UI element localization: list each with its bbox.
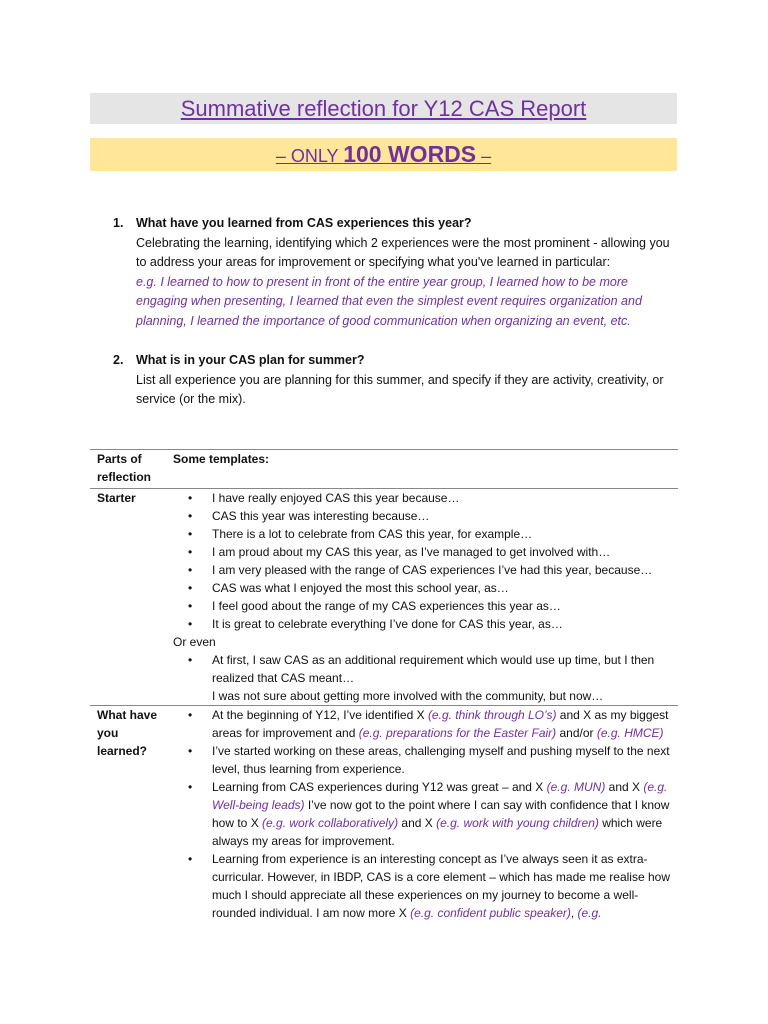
list-item: • I have really enjoyed CAS this year because…: [212, 489, 678, 507]
table-header-row: [90, 450, 678, 489]
learned-templates: [167, 706, 678, 922]
extra-line: I was not sure about getting more involved with the community, but now…: [212, 689, 604, 703]
list-item: • I am very pleased with the range of CAS experiences I’ve had this year, because…: [212, 561, 678, 579]
starter-templates: [167, 489, 678, 705]
question-heading: What is in your CAS plan for summer?: [136, 353, 365, 367]
table-row-starter: [90, 489, 678, 706]
table-row-learned: [90, 706, 678, 922]
or-even-label: Or even: [173, 635, 216, 649]
question-text: List all experience you are planning for this summer, and specify if they are activity, creativity, or service (or the mix).: [136, 372, 664, 406]
header-parts: Parts of reflection: [97, 452, 152, 484]
page-title: Summative reflection for Y12 CAS Report: [180, 95, 587, 121]
list-item: • I am proud about my CAS this year, as I’ve managed to get involved with…: [212, 543, 678, 561]
question-2: [113, 351, 678, 410]
question-example: e.g. I learned to how to present in front of the entire year group, I learned how to be more engaging when presenting, I learned that even the simplest event requires organization and planning, I learned the importance of good communication when organizing an event, etc.: [136, 274, 642, 328]
row-label: Starter: [97, 491, 136, 505]
list-item: • CAS this year was interesting because…: [212, 507, 678, 525]
question-text: Celebrating the learning, identifying which 2 experiences were the most prominent - allowing you to address your areas for improvement or specifying what you've learned in particular:: [136, 235, 670, 269]
list-item: • There is a lot to celebrate from CAS this year, for example…: [212, 525, 678, 543]
list-item: • At first, I saw CAS as an additional requirement which would use up time, but I then realized that CAS meant…: [212, 651, 678, 687]
list-item: • Learning from experience is an interesting concept as I’ve always seen it as extra-curricular. However, in IBDP, CAS is a core element – which has made me realise how much I should appreciate all these experiences on my journey to become a well-rounded individual. I am now more X (e.g. confident public speaker), (e.g.: [212, 850, 678, 922]
list-item: • It is great to celebrate everything I’ve done for CAS this year, as…: [212, 615, 678, 633]
row-label: What have you learned?: [97, 708, 158, 758]
question-1: [113, 214, 678, 331]
list-item: • I feel good about the range of my CAS experiences this year as…: [212, 597, 678, 615]
list-item: • I’ve started working on these areas, challenging myself and pushing myself to the next level, thus learning from experience.: [212, 742, 678, 778]
question-heading: What have you learned from CAS experiences this year?: [136, 216, 472, 230]
word-limit-bar: [90, 138, 677, 171]
list-item: • Learning from CAS experiences during Y12 was great – and X (e.g. MUN) and X (e.g. Well-being leads) I’ve now got to the point where I can say with confidence that I know how to X (e.g. work collaboratively) and X (e.g. work with young children) which were always my areas for improvement.: [212, 778, 678, 850]
question-number: 1.: [113, 216, 124, 230]
templates-table: [90, 449, 678, 922]
title-bar: [90, 93, 677, 124]
header-templates: Some templates:: [173, 452, 270, 466]
word-limit: – ONLY 100 WORDS –: [275, 141, 492, 167]
question-number: 2.: [113, 353, 124, 367]
list-item: • CAS was what I enjoyed the most this school year, as…: [212, 579, 678, 597]
list-item: • At the beginning of Y12, I’ve identified X (e.g. think through LO’s) and X as my biggest areas for improvement and (e.g. preparations for the Easter Fair) and/or (e.g. HMCE): [212, 706, 678, 742]
